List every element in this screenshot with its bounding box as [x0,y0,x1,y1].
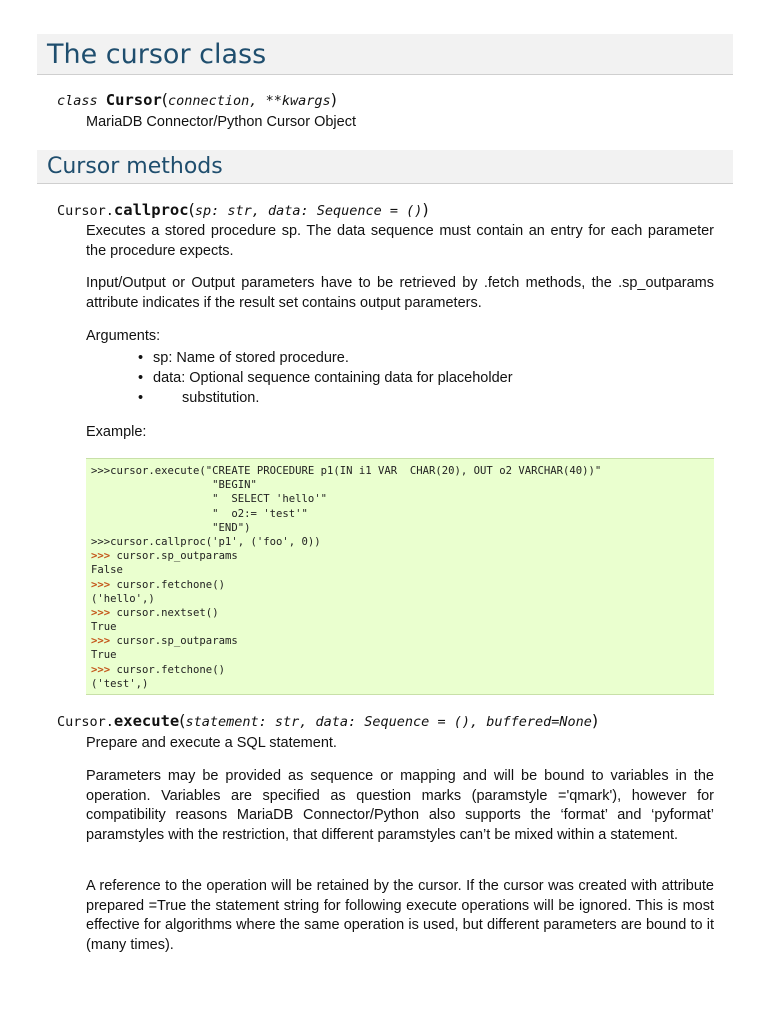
open-paren: ( [179,711,186,730]
code-line: ('hello',) [91,592,155,605]
class-signature [57,90,337,109]
execute-reference-note: A reference to the operation will be retained by the cursor. If the cursor was created with attribute prepared =True the statement string for following execute operations will be ignored. This is most effective for algorithms where the same operation is used, but different parameters are bound to it (many times). [86,878,714,953]
callproc-signature [57,200,429,219]
list-item-continuation: • substitution. [138,388,558,408]
code-line: >>>cursor.execute("CREATE PROCEDURE p1(IN i1 VAR CHAR(20), OUT o2 VARCHAR(40))" [91,465,602,477]
execute-name: execute [113,712,180,730]
callproc-name: callproc [113,201,189,219]
code-line: >>>cursor.callproc('p1', ('foo', 0)) [91,535,321,548]
class-params: connection, **kwargs [168,93,331,109]
section-heading-methods: Cursor methods [37,150,733,184]
callproc-outparams-note: Input/Output or Output parameters have to be retrieved by .fetch methods, the .sp_outparams attribute indicates if the result set contains output parameters. [86,275,714,311]
code-line: >>> cursor.fetchone() [91,663,225,676]
callproc-prefix: Cursor. [57,203,114,219]
arguments-label: Arguments: [86,328,161,344]
execute-signature [57,711,598,730]
execute-description: Prepare and execute a SQL statement. [86,735,337,751]
class-keyword: class [57,93,98,109]
page-title: The cursor class [37,34,733,75]
code-line: >>> cursor.sp_outparams [91,550,238,563]
execute-params: statement: str, data: Sequence = (), buffered=None [185,714,592,730]
class-description: MariaDB Connector/Python Cursor Object [86,114,356,130]
code-example [86,458,714,695]
execute-prefix: Cursor. [57,714,114,730]
code-line: " o2:= 'test'" [91,507,308,520]
code-line: >>> cursor.nextset() [91,606,219,619]
list-item: • data: Optional sequence containing data for placeholder [138,368,558,388]
code-line: "BEGIN" [91,479,257,492]
example-label: Example: [86,424,147,440]
callproc-params: sp: str, data: Sequence = () [194,203,423,219]
close-paren: ) [422,200,429,219]
code-line: "END") [91,521,251,534]
code-line: False [91,564,123,577]
open-paren: ( [188,200,195,219]
code-line: True [91,621,117,634]
execute-parameters-note: Parameters may be provided as sequence or mapping and will be bound to variables in the operation. Variables are specified as question marks (paramstyle ='qmark'), however for compatibility reasons MariaDB Connector/Python also supports the ‘format’ and ‘pyformat’ paramstyles with the restriction, that different paramstyles can’t be mixed within a statement. [86,768,714,843]
callproc-description: Executes a stored procedure sp. The data sequence must contain an entry for each parameter the procedure expects. [86,223,714,259]
code-line: ('test',) [91,677,149,690]
code-line: True [91,649,117,662]
class-name: Cursor [105,91,162,109]
list-item: • sp: Name of stored procedure. [138,348,558,368]
code-line: >>> cursor.fetchone() [91,578,225,591]
code-line: >>> cursor.sp_outparams [91,635,238,648]
code-line: " SELECT 'hello'" [91,493,327,506]
close-paren: ) [330,90,337,109]
arguments-list [138,348,558,408]
open-paren: ( [161,90,169,109]
close-paren: ) [591,711,599,730]
